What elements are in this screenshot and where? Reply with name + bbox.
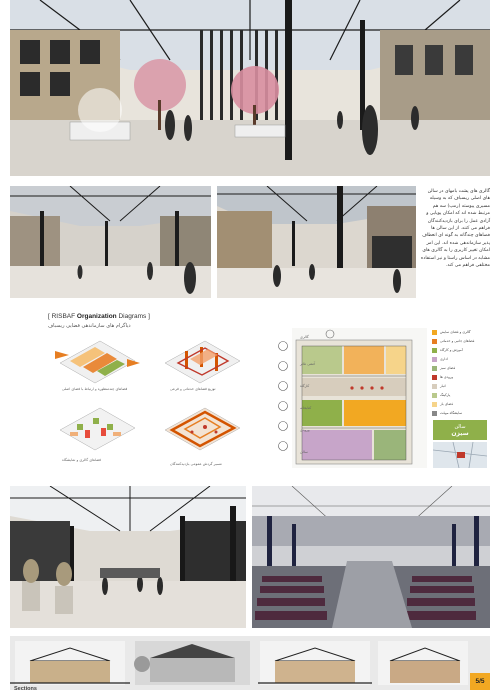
hall-render-left (10, 186, 211, 298)
exhibition-hall-render (10, 486, 246, 628)
plan-callout-4: کتابخانه (300, 406, 312, 410)
badge-line-1: سالن (454, 423, 466, 430)
section-drawing-3 (258, 641, 372, 685)
location-badge (433, 420, 487, 440)
iso-diagram-1 (55, 333, 140, 385)
iso-diagram-4 (160, 402, 245, 452)
auditorium-render (252, 486, 490, 628)
organization-title-suffix: Diagrams ] (118, 313, 150, 320)
legend-item-2: فضاهای جانبی و خدماتی (440, 339, 475, 343)
plan-callout-3: کارگاه (300, 384, 310, 388)
hero-render-interior (10, 0, 490, 176)
legend-item-4: اداری (440, 357, 448, 361)
plan-callout-5: ورودی (300, 428, 310, 432)
plan-callout-6: سالن (300, 450, 308, 454)
organization-title-bold: Organization (76, 313, 117, 320)
diagram-caption-3: فضاهای گالری و نمایشگاه (62, 458, 101, 462)
page-number-badge: 5/5 (470, 673, 490, 690)
legend-item-10: نمایشگاه موقت (440, 411, 463, 415)
organization-title-prefix: [ RISBAF (48, 313, 76, 320)
legend-item-8: پارکینگ (440, 393, 451, 397)
legend-item-7: انبار (440, 384, 446, 388)
project-description: گالری های پشت بامهای در سالن های اصلی ریسباف که به وسیله مسیری پیوسته (رمپ) سه هم مرتبط شده اند که امکان پویایی و آزادی عمل را برای بازدیدکنندگان فراهم می کنند. از این سالن ها فضاهای چندگانه به گونه ای انعطاف پذیر سازماندهی شده اند. این امر امکان تغییر کاربری را به گالری های مشابه در اساس راستا و نیز استفاده مختلفی فراهم می کند. (420, 189, 490, 269)
section-drawing-4 (378, 641, 468, 685)
diagram-caption-2: توزیع فضاهای خدماتی و فرعی (170, 387, 216, 391)
sections-strip (10, 636, 490, 690)
site-plan (292, 328, 427, 468)
legend-item-9: فضای باز (440, 402, 453, 406)
diagram-caption-1: فضاهای چندمنظوره و ارتباط با فضای اصلی (62, 387, 128, 391)
plan-legend-swatches (432, 330, 438, 420)
iso-diagram-3 (55, 402, 140, 452)
section-drawing-2 (134, 641, 250, 685)
location-map (433, 442, 487, 468)
legend-item-3: آموزش و کارگاه (440, 348, 463, 352)
organization-subtitle: دیاگرام های سازماندهی فضایی ریسباف (48, 323, 131, 329)
diagram-caption-4: مسیر گردش عمومی بازدیدکنندگان (170, 462, 222, 466)
iso-diagram-2 (160, 333, 245, 385)
section-drawing-1 (10, 641, 130, 685)
plan-callout-icons (276, 340, 290, 460)
sections-label: Sections (14, 686, 37, 692)
hall-render-right (217, 186, 416, 298)
legend-item-5: فضای سبز (440, 366, 456, 370)
legend-item-1: گالری و فضای نمایش (440, 330, 471, 334)
plan-callout-2: آمفی تئاتر (300, 362, 316, 366)
organization-title (48, 313, 150, 320)
plan-callout-1: گالری (300, 335, 309, 339)
badge-line-2: سیزن (451, 429, 469, 437)
legend-item-6: ورودی ها (440, 375, 453, 379)
